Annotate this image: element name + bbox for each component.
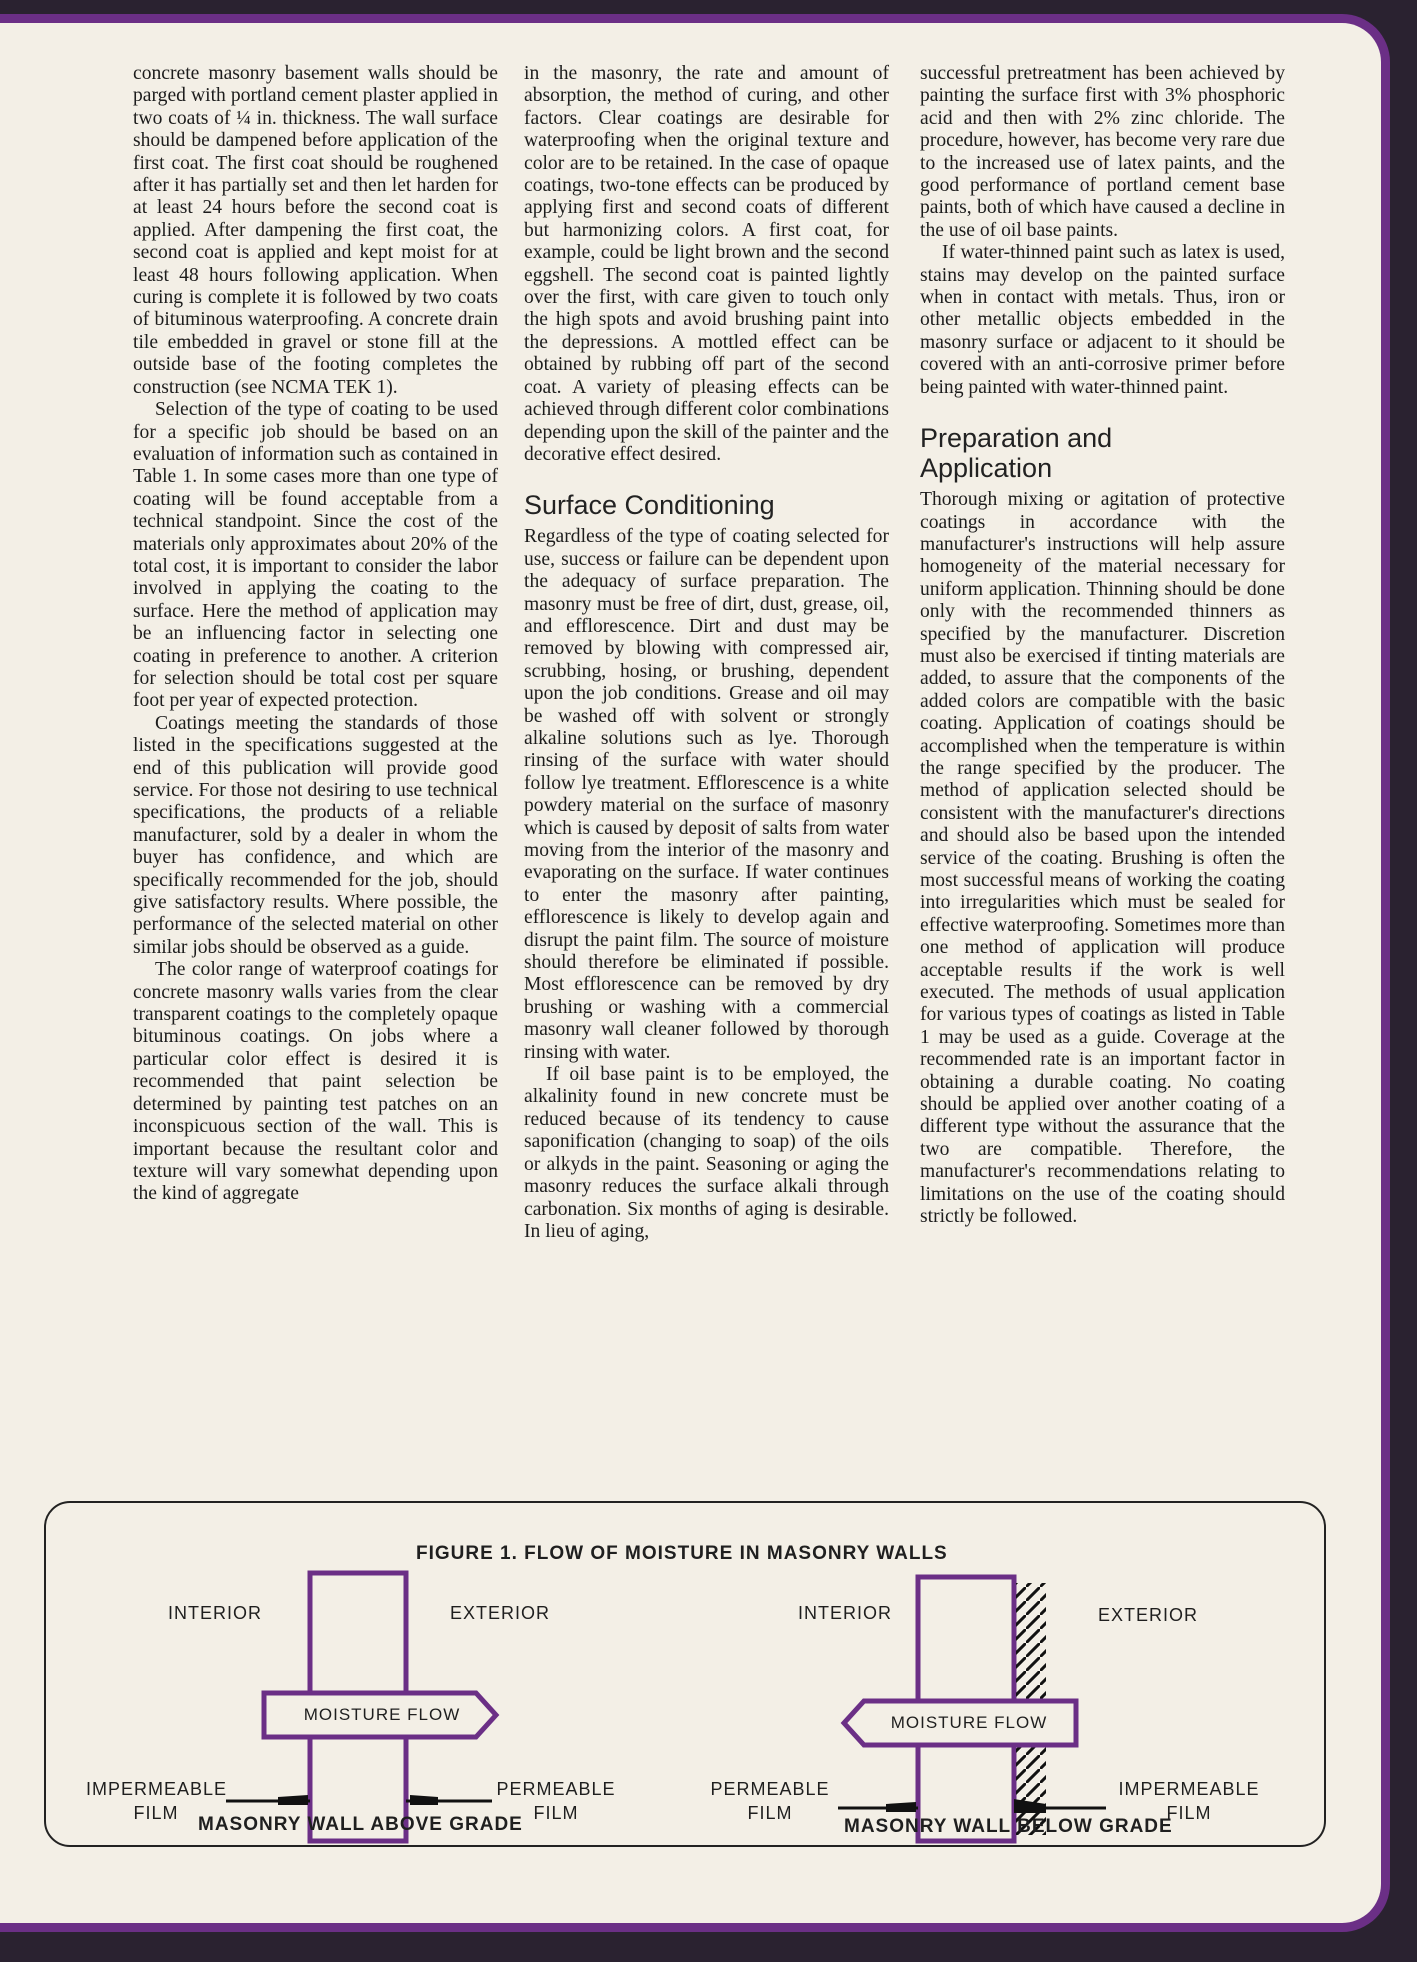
caption-above-grade: MASONRY WALL ABOVE GRADE xyxy=(198,1814,523,1835)
paragraph: Thorough mixing or agitation of protective coatings in accordance with the manufacturer's instructions will help assure homogeneity of the material necessary for uniform application. Thinning should be done only with the recommended thinners as specified by the manufacturer. Discretion must also be exercised if tinting materials are added, to assure that the components of the added colors are compatible with the basic coating. Application of coatings should be accomplished when the temperature is within the range specified by the producer. The method of application selected should be consistent with the manufacturer's directions and should also be based upon the intended service of the coating. Brushing is often the most successful means of working the coating into irregularities which must be sealed for effective waterproofing. Sometimes more than one method of application will produce acceptable results if the work is well executed. The methods of usual application for various types of coatings as listed in Table 1 may be used as a guide. Coverage at the recommended rate is an important factor in obtaining a durable coating. No coating should be applied over another coating of a different type without the assurance that the two are compatible. Therefore, the manufacturer's recommendations relating to limitations on the use of the coating should strictly be followed. xyxy=(920,489,1285,1228)
paragraph: Selection of the type of coating to be used for a specific job should be based on an evaluation of information such as contained in Table 1. In some cases more than one type of coating will be found acceptable from a technical standpoint. Since the cost of the materials only approximates about 20% of the total cost, it is important to consider the labor involved in applying the coating to the surface. Here the method of application may be an influencing factor in selecting one coating in preference to another. A criterion for selection should be total cost per square foot per year of expected protection. xyxy=(133,399,498,712)
label-exterior: EXTERIOR xyxy=(450,1603,551,1623)
label-interior: INTERIOR xyxy=(168,1603,263,1623)
text-column-1 xyxy=(133,63,498,1206)
label-line: PERMEABLE xyxy=(496,1779,616,1799)
paragraph: Coatings meeting the standards of those listed in the specifications suggested at the end of this publication will provide good service. For those not desiring to use technical specifications, the products of a reliable manufacturer, sold by a dealer in whom the buyer has confidence, and which are specifically recommended for the job, should give satisfactory results. Where possible, the performance of the selected material on other similar jobs should be observed as a guide. xyxy=(133,712,498,958)
label-moisture-flow: MOISTURE FLOW xyxy=(890,1713,1048,1732)
label-line: FILM xyxy=(1166,1803,1212,1823)
caption-below-grade: MASONRY WALL BELOW GRADE xyxy=(844,1816,1173,1837)
label-line: FILM xyxy=(533,1803,579,1823)
label-line: PERMEABLE xyxy=(710,1779,830,1799)
section-heading-preparation: Preparation and Application xyxy=(920,423,1113,484)
paragraph: Regardless of the type of coating selected for use, success or failure can be dependent upon the adequacy of surface preparation. The masonry must be free of dirt, dust, grease, oil, and efflorescence. Dirt and dust may be removed by blowing with compressed air, scrubbing, hosing, or brushing, dependent upon the job conditions. Grease and oil may be washed off with solvent or strongly alkaline solutions such as lye. Thorough rinsing of the surface with water should follow lye treatment. Efflorescence is a white powdery material on the surface of masonry which is caused by deposit of salts from water moving from the interior of the masonry and evaporating on the surface. If water continues to enter the masonry after painting, efflorescence is likely to develop again and disrupt the paint film. The source of moisture should therefore be eliminated if possible. Most efflorescence can be removed by dry brushing or washing with a commercial masonry wall cleaner followed by thorough rinsing with water. xyxy=(524,526,889,1063)
figure-title: FIGURE 1. FLOW OF MOISTURE IN MASONRY WALLS xyxy=(416,1543,948,1564)
label-line: IMPERMEABLE xyxy=(1118,1779,1260,1799)
paragraph: If water-thinned paint such as latex is used, stains may develop on the painted surface when in contact with metals. Thus, iron or other metallic objects embedded in the masonry surface or adjacent to it should be covered with an anti-corrosive primer before being painted with water-thinned paint. xyxy=(920,242,1285,398)
label-line: FILM xyxy=(133,1803,179,1823)
label-exterior: EXTERIOR xyxy=(1098,1605,1199,1625)
document-page xyxy=(0,14,1390,1932)
label-permeable-film xyxy=(706,1777,834,1825)
text-column-2 xyxy=(524,63,889,1243)
paragraph: successful pretreatment has been achieved by painting the surface first with 3% phosphoric acid and then with 2% zinc chloride. The procedure, however, has become very rare due to the increased use of latex paints, and the good performance of portland cement base paints, both of which have caused a decline in the use of oil base paints. xyxy=(920,63,1285,241)
paragraph: If oil base paint is to be employed, the alkalinity found in new concrete must be reduced because of its tendency to cause saponification (changing to soap) of the oils or alkyds in the paint. Seasoning or aging the masonry reduces the surface alkali through carbonation. Six months of aging is desirable. In lieu of aging, xyxy=(524,1064,889,1242)
figure-moisture-flow xyxy=(44,1501,1326,1847)
text-column-3 xyxy=(920,63,1285,1229)
label-interior: INTERIOR xyxy=(798,1603,893,1623)
paragraph: concrete masonry basement walls should be parged with portland cement plaster applied in two coats of ¼ in. thickness. The wall surface should be dampened before application of the first coat. The first coat should be roughened after it has partially set and then let harden for at least 24 hours before the second coat is applied. After dampening the first coat, the second coat is applied and kept moist for at least 48 hours following application. When curing is complete it is followed by two coats of bituminous waterproofing. A concrete drain tile embedded in gravel or stone fill at the outside base of the footing completes the construction (see NCMA TEK 1). xyxy=(133,63,498,398)
label-line: FILM xyxy=(747,1803,793,1823)
paragraph: The color range of waterproof coatings for concrete masonry walls varies from the clear transparent coatings to the completely opaque bituminous coatings. On jobs where a particular color effect is desired it is recommended that paint selection be determined by painting test patches on an inconspicuous section of the wall. This is important because the resultant color and texture will vary somewhat depending upon the kind of aggregate xyxy=(133,959,498,1205)
section-heading-surface-conditioning: Surface Conditioning xyxy=(524,490,775,521)
label-moisture-flow: MOISTURE FLOW xyxy=(303,1705,461,1724)
label-line: IMPERMEABLE xyxy=(86,1779,228,1799)
paragraph: in the masonry, the rate and amount of absorption, the method of curing, and other factors. Clear coatings are desirable for waterproofing when the original texture and color are to be retained. In the case of opaque coatings, two-tone effects can be produced by applying first and second coats of different but harmonizing colors. A first coat, for example, could be light brown and the second eggshell. The second coat is painted lightly over the first, with care given to touch only the high spots and avoid brushing paint into the depressions. A mottled effect can be obtained by rubbing off part of the second coat. A variety of pleasing effects can be achieved through different color combinations depending upon the skill of the painter and the decorative effect desired. xyxy=(524,63,889,465)
